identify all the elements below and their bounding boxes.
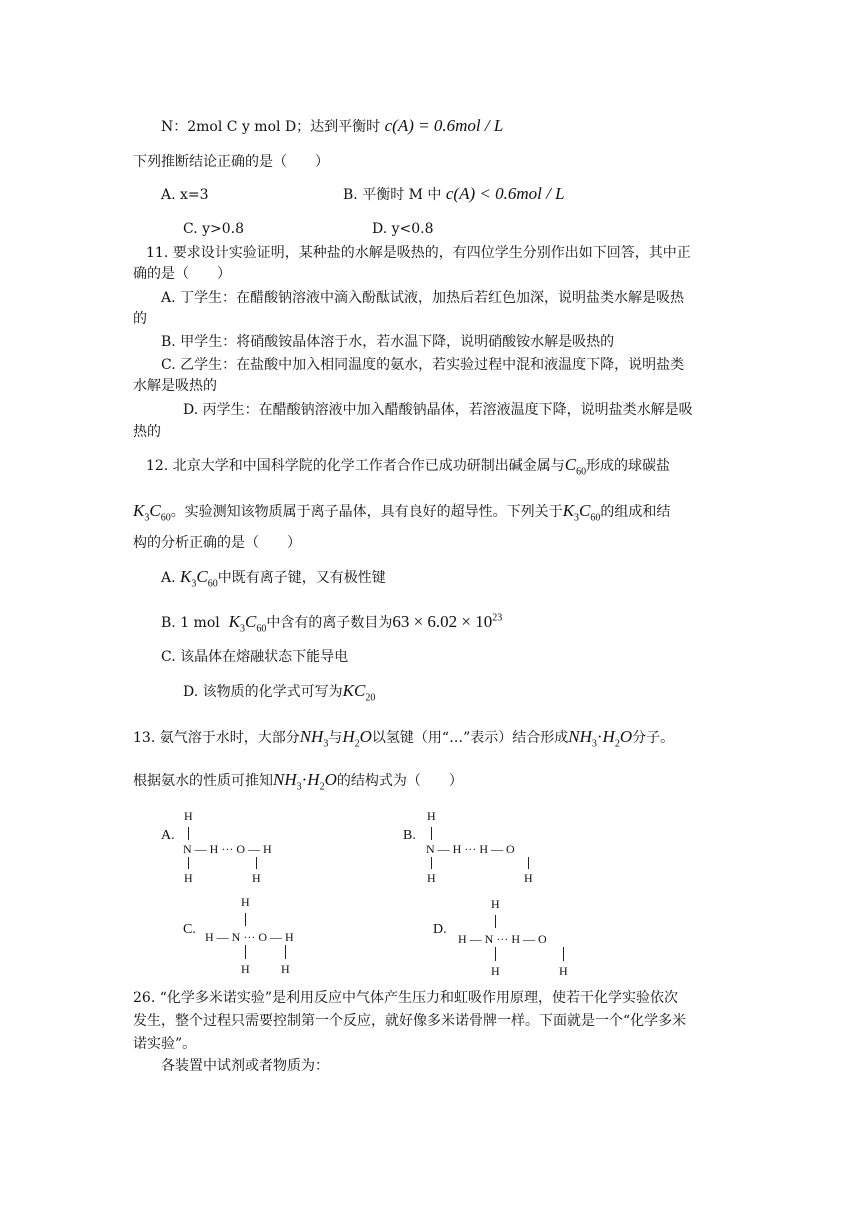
struct-a-top-h: H [184,809,193,823]
struct-a-row: N — H ··· O — H [183,842,272,856]
q13-option-d-label: D. [433,922,447,937]
q13-formula-nh3h2o-2: $NH_3\cdot H_2O$ [273,770,337,793]
struct-b-bottom-h1: H [427,871,436,885]
q11-option-c-line2: 水解是吸热的 [133,378,217,394]
q13-structure-a [183,808,333,888]
struct-b-bond-n-bottom [431,857,432,869]
q10-option-c: C. y>0.8 [183,221,245,237]
q13-structure-c [205,896,355,980]
struct-a-bottom-h1: H [184,871,193,885]
struct-d-bottom-h2: H [559,964,568,978]
q11-stem-line1: 11. 要求设计实验证明，某种盐的水解是吸热的，有四位学生分别作出如下回答，其中正 [146,245,691,261]
q12-formula-k3c60: $K_3C_{60}$ [133,501,171,524]
q10-option-b-text: B. 平衡时 M 中 [343,187,442,203]
q10-stem: 下列推断结论正确的是（ ） [133,154,329,170]
q12-option-b-formula: $K_3C_{60}$ [228,612,267,635]
q11-stem-line2: 确的是（ ） [133,266,231,282]
q12-stem-line3: 构的分析正确的是（ ） [133,535,301,551]
q11-option-a-line1: A. 丁学生：在醋酸钠溶液中滴入酚酞试液，加热后若红色加深，说明盐类水解是吸热 [161,290,685,306]
q10-option-b-formula: c(A) < 0.6mol / L [445,184,565,203]
struct-d-bond-n-bottom [495,947,496,961]
q12-option-a: A. $K_3C_{60}$中既有离子键，又有极性键 [161,567,386,590]
struct-c-bottom-h1: H [241,962,250,976]
q12-stem-line2 [133,501,670,524]
q12-option-c: C. 该晶体在熔融状态下能导电 [161,649,349,665]
q12-option-a-formula: $K_3C_{60}$ [180,567,218,590]
q13-formula-nh3: $NH_3$ [299,727,329,750]
q10-condition-n [161,116,503,136]
q11-option-d-line2: 热的 [133,424,161,440]
q26-line3: 诺实验”。 [133,1036,197,1052]
q13-formula-h2o: $H_2O$ [342,727,372,750]
struct-c-bond-o-bottom [285,945,286,959]
struct-b-bond-top [431,827,432,840]
struct-c-top-h: H [241,895,250,909]
struct-d-bottom-h1: H [491,964,500,978]
q13-stem-line2: 根据氨水的性质可推知$NH_3\cdot H_2O$的结构式为（ ） [133,770,463,793]
struct-c-row: H — N ··· O — H [205,930,294,944]
q13-option-b-label: B. [403,828,416,843]
q12-stem-text-3: 。实验测知该物质属于离子晶体，具有良好的超导性。下列关于 [170,504,563,520]
q12-option-b: B. 1 mol $K_3C_{60}$中含有的离子数目为$63 \times 6.02 \times 10^{23}$ [161,612,503,635]
q12-stem-text-1: 12. 北京大学和中国科学院的化学工作者合作已成功研制出碱金属与 [146,458,565,474]
q10-condition-formula: c(A) = 0.6mol / L [384,116,504,135]
struct-a-bond-top [188,827,189,840]
struct-c-bond-n-bottom [245,945,246,959]
q12-stem-text-2: 形成的球碳盐 [586,458,671,474]
q13-formula-nh3h2o: $NH_3\cdot H_2O$ [568,727,633,750]
q10-condition-text: N：2mol C y mol D；达到平衡时 [161,119,381,135]
q10-option-d: D. y<0.8 [372,221,434,237]
struct-d-row: H — N ··· H — O [458,932,547,946]
struct-c-bond-top [245,913,246,926]
struct-a-bottom-h2: H [252,871,261,885]
struct-d-top-h: H [491,897,500,911]
q13-structure-d [458,898,608,982]
q13-option-c-label: C. [183,922,196,937]
struct-c-bottom-h2: H [281,962,290,976]
struct-a-bond-o-bottom [256,857,257,869]
q12-formula-c60: $C_{60}$ [564,455,587,478]
struct-d-bond-top [495,915,496,928]
q12-formula-k3c60-2: $K_3C_{60}$ [562,501,601,524]
q13-stem-line1: 13. 氨气溶于水时，大部分$NH_3$与$H_2O$以氢键（用“…”表示）结合形成$NH_3\cdot H_2O$分子。 [133,727,675,750]
q12-option-b-number: $63 \times 6.02 \times 10^{23}$ [392,612,503,631]
q11-option-c-line1: C. 乙学生：在盐酸中加入相同温度的氨水，若实验过程中混和液温度下降，说明盐类 [161,357,685,373]
q26-line1: 26. “化学多米诺实验”是利用反应中气体产生压力和虹吸作用原理，使若干化学实验依次 [133,990,679,1006]
struct-d-bond-o-bottom [563,947,564,961]
q12-stem-text-4: 的组成和结 [600,504,671,520]
q12-stem-line1 [146,455,670,478]
q12-option-d-formula: $KC_{20}$ [342,681,376,704]
struct-b-top-h: H [427,809,436,823]
q11-option-d-line1: D. 丙学生：在醋酸钠溶液中加入醋酸钠晶体，若溶液温度下降，说明盐类水解是吸 [183,402,693,418]
q26-line2: 发生，整个过程只需要控制第一个反应，就好像多米诺骨牌一样。下面就是一个“化学多米 [133,1013,687,1029]
q13-option-a-label: A. [161,828,175,843]
struct-a-bond-n-bottom [188,857,189,869]
q10-option-a: A. x=3 [161,187,209,203]
struct-b-bottom-h2: H [524,871,533,885]
q12-option-d: D. 该物质的化学式可写为$KC_{20}$ [183,681,376,704]
struct-b-row: N — H ··· H — O [426,842,515,856]
struct-b-bond-o-bottom [528,857,529,869]
q13-structure-b [426,808,576,888]
q11-option-a-line2: 的 [133,311,147,327]
q26-line4: 各装置中试剂或者物质为： [161,1058,329,1074]
q10-option-b [343,184,565,204]
q11-option-b: B. 甲学生：将硝酸铵晶体溶于水，若水温下降，说明硝酸铵水解是吸热的 [161,334,615,350]
